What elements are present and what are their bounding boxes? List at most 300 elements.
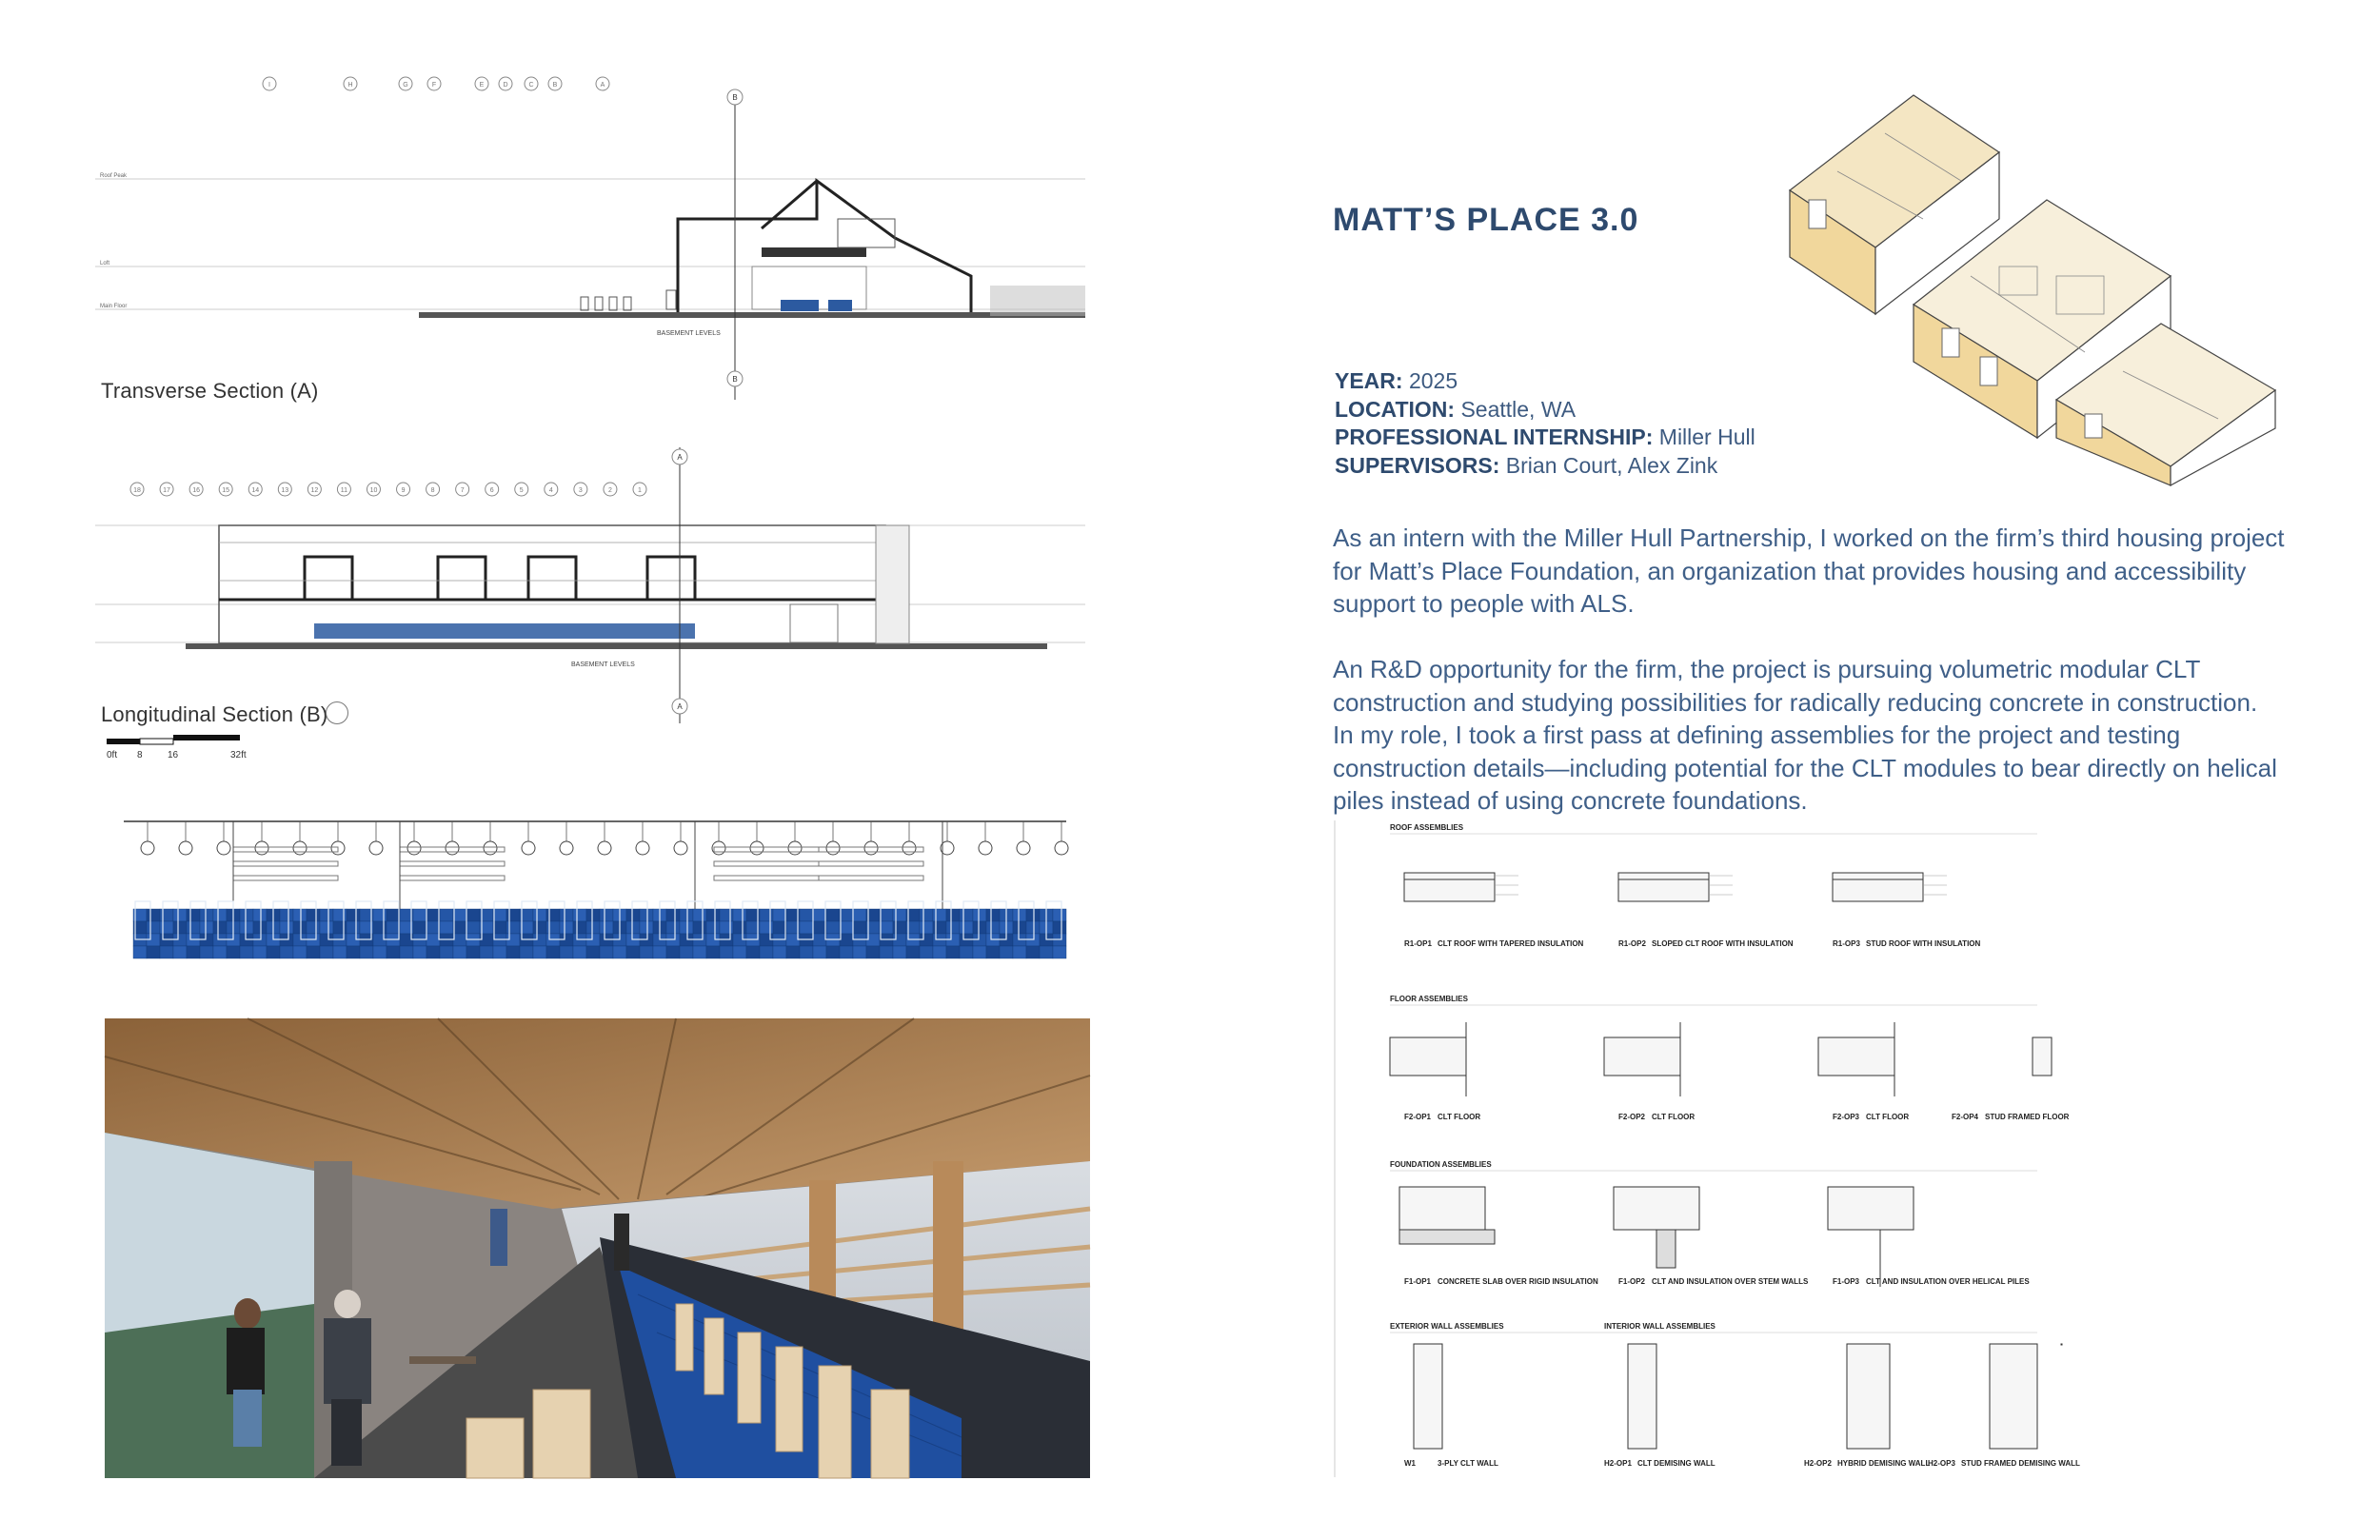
project-title: MATT’S PLACE 3.0 (1333, 202, 1639, 238)
tile (506, 909, 520, 921)
tile (440, 946, 453, 958)
tile (706, 921, 720, 934)
tile (1053, 921, 1066, 934)
tile (546, 946, 560, 958)
tile (866, 946, 880, 958)
tile (640, 909, 653, 921)
tile (453, 909, 466, 921)
section-marker-top: B (732, 93, 738, 102)
foundation-name-2: CLT AND INSULATION OVER STEM WALLS (1652, 1277, 1809, 1286)
tile (813, 909, 826, 921)
tile (840, 921, 853, 934)
tile (293, 946, 307, 958)
grid-bubble-label: 2 (607, 487, 612, 494)
tile (933, 909, 946, 921)
tile (720, 909, 733, 921)
tile (160, 921, 173, 934)
pendant-light-icon (902, 841, 916, 855)
tile (893, 909, 906, 921)
tile (293, 909, 307, 921)
grid-bubble-label: 18 (133, 487, 141, 494)
roof-code-2: R1-OP2 (1618, 939, 1646, 948)
tile (1053, 909, 1066, 921)
tile (200, 946, 213, 958)
tile (506, 921, 520, 934)
foundation-name-1: CONCRETE SLAB OVER RIGID INSULATION (1438, 1277, 1598, 1286)
tile (933, 946, 946, 958)
pendant-light-icon (1017, 841, 1030, 855)
wall-name-1: 3-PLY CLT WALL (1438, 1459, 1498, 1468)
tile (413, 909, 426, 921)
tile (440, 921, 453, 934)
tile (666, 946, 680, 958)
wall-code-3: H2-OP2 (1804, 1459, 1832, 1468)
pendant-light-icon (826, 841, 840, 855)
pendant-light-icon (446, 841, 459, 855)
north-arrow-icon (326, 701, 348, 724)
tile (733, 921, 746, 934)
tile (800, 946, 813, 958)
interior-bar-render (105, 1018, 1090, 1478)
tile (360, 946, 373, 958)
roof-heading: ROOF ASSEMBLIES (1390, 823, 1464, 832)
tile (187, 946, 200, 958)
tile (573, 921, 586, 934)
pendant-light-icon (636, 841, 649, 855)
tile (1053, 946, 1066, 958)
scale-tick-8: 8 (137, 750, 143, 760)
scale-bar (107, 735, 247, 761)
tile (946, 946, 960, 958)
tile (320, 909, 333, 921)
roof-name-1: CLT ROOF WITH TAPERED INSULATION (1438, 939, 1584, 948)
tile (853, 946, 866, 958)
tile (840, 934, 853, 946)
pendant-light-icon (407, 841, 421, 855)
tile (173, 946, 187, 958)
grid-bubble-label: B (552, 82, 558, 89)
pendant-light-icon (560, 841, 573, 855)
floor-code-4: F2-OP4 (1952, 1113, 1979, 1121)
pendant-light-icon (674, 841, 687, 855)
floor-name-4: STUD FRAMED FLOOR (1985, 1113, 2070, 1121)
grid-bubble-label: E (479, 82, 485, 89)
tile (1026, 909, 1040, 921)
tile (187, 909, 200, 921)
pendant-light-icon (141, 841, 154, 855)
grid-bubble-label: 17 (163, 487, 170, 494)
tile (960, 946, 973, 958)
tile (613, 946, 626, 958)
tile (760, 909, 773, 921)
longitudinal-section-label: Longitudinal Section (B) (101, 702, 328, 726)
floor-name-3: CLT FLOOR (1866, 1113, 1910, 1121)
pendant-light-icon (179, 841, 192, 855)
tile (626, 946, 640, 958)
wall-code-1: W1 (1404, 1459, 1416, 1468)
tile (773, 946, 786, 958)
foundation-code-2: F1-OP2 (1618, 1277, 1646, 1286)
floor-name-1: CLT FLOOR (1438, 1113, 1481, 1121)
tile (533, 909, 546, 921)
tile (387, 921, 400, 934)
floor-name-2: CLT FLOOR (1652, 1113, 1696, 1121)
tile (826, 946, 840, 958)
tile (213, 946, 227, 958)
tile (307, 921, 320, 934)
grid-bubble-label: 14 (251, 487, 260, 494)
floor-code-1: F2-OP1 (1404, 1113, 1432, 1121)
pendant-light-icon (788, 841, 802, 855)
grid-bubble-label: F (431, 82, 437, 89)
tile (240, 946, 253, 958)
tile (986, 921, 1000, 934)
wall-name-4: STUD FRAMED DEMISING WALL (1961, 1459, 2080, 1468)
foundation-name-3: CLT AND INSULATION OVER HELICAL PILES (1866, 1277, 2030, 1286)
grid-bubble-label: C (528, 82, 534, 89)
tile (1000, 946, 1013, 958)
tile (400, 946, 413, 958)
tile (880, 921, 893, 934)
tile (280, 946, 293, 958)
bar-elevation-drawing (124, 814, 1076, 966)
tile (147, 921, 160, 934)
tile (333, 921, 347, 934)
supervisors-label: SUPERVISORS: (1335, 452, 1500, 478)
tile (426, 909, 440, 921)
tile (733, 946, 746, 958)
grid-bubble-label: 9 (401, 487, 406, 494)
tile (493, 921, 506, 934)
tile (373, 946, 387, 958)
description-paragraph-2: An R&D opportunity for the firm, the project is pursuing volumetric modular CLT construction and studying possibilities for radically reducing concrete in construction. In my role, I took a first pass at defining assemblies for the project and testing construction details—including potential for the CLT modules to bear directly on helical piles instead of using concrete foundations. (1333, 655, 2277, 815)
tile (773, 921, 786, 934)
tile (826, 909, 840, 921)
tile (973, 921, 986, 934)
tile (240, 921, 253, 934)
tile (960, 909, 973, 921)
year-label: YEAR: (1335, 368, 1403, 393)
tile (213, 909, 227, 921)
tile (347, 909, 360, 921)
tile (533, 946, 546, 958)
tile (506, 946, 520, 958)
tile (920, 946, 933, 958)
tile (586, 921, 600, 934)
tile (693, 921, 706, 934)
grid-bubble-label: 13 (281, 487, 289, 494)
pendant-light-icon (522, 841, 535, 855)
tile (893, 921, 906, 934)
assemblies-detail-sheet (1333, 820, 2080, 1477)
tile (520, 946, 533, 958)
tile (853, 921, 866, 934)
tile (387, 946, 400, 958)
tile (946, 921, 960, 934)
pendant-light-icon (864, 841, 878, 855)
tile (773, 909, 786, 921)
basement-label: BASEMENT LEVELS (657, 330, 721, 337)
grid-bubble-label: 11 (340, 487, 348, 494)
wall-code-4: H2-OP3 (1928, 1459, 1955, 1468)
internship-value: Miller Hull (1658, 424, 1755, 449)
tile (253, 946, 267, 958)
tile (373, 921, 387, 934)
tile (200, 909, 213, 921)
tile (813, 946, 826, 958)
tile (440, 909, 453, 921)
tile (280, 909, 293, 921)
tile (573, 946, 586, 958)
tile (640, 921, 653, 934)
tile (586, 946, 600, 958)
tile (853, 909, 866, 921)
grid-bubble-label: D (503, 82, 508, 89)
tile (626, 921, 640, 934)
tile (333, 946, 347, 958)
tile (666, 909, 680, 921)
project-meta (1335, 367, 1755, 480)
tile (160, 946, 173, 958)
tile (600, 921, 613, 934)
pendant-light-icon (598, 841, 611, 855)
foundation-code-1: F1-OP1 (1404, 1277, 1432, 1286)
tile (347, 946, 360, 958)
tile (466, 909, 480, 921)
tile (493, 909, 506, 921)
tile (426, 946, 440, 958)
tile (1013, 909, 1026, 921)
tile (307, 909, 320, 921)
transverse-section-label: Transverse Section (A) (101, 379, 319, 403)
tile (147, 909, 160, 921)
tile (706, 909, 720, 921)
meta-location (1335, 396, 1755, 424)
long-marker-top: A (677, 453, 683, 462)
tile (347, 921, 360, 934)
tile (640, 946, 653, 958)
tile (920, 921, 933, 934)
meta-internship (1335, 424, 1755, 452)
grid-bubble-label: 6 (489, 487, 494, 494)
supervisors-value: Brian Court, Alex Zink (1505, 452, 1718, 478)
scale-tick-0: 0ft (107, 750, 118, 760)
foundation-heading: FOUNDATION ASSEMBLIES (1390, 1160, 1492, 1169)
tile (200, 921, 213, 934)
tile (973, 946, 986, 958)
tile (800, 909, 813, 921)
tile (387, 909, 400, 921)
meta-year (1335, 367, 1755, 396)
tile (187, 921, 200, 934)
year-value: 2025 (1408, 368, 1458, 393)
tile (960, 921, 973, 934)
grid-bubble-label: H (347, 82, 353, 89)
tile (253, 921, 267, 934)
grid-bubble-label: I (268, 82, 270, 89)
tile (600, 909, 613, 921)
tile (267, 946, 280, 958)
floor-code-2: F2-OP2 (1618, 1113, 1646, 1121)
roof-code-1: R1-OP1 (1404, 939, 1432, 948)
tile (760, 921, 773, 934)
tile (840, 946, 853, 958)
transverse-section-drawing (95, 76, 1095, 400)
tile (493, 946, 506, 958)
level-roof-peak: Roof Peak (100, 173, 128, 179)
wall-code-2: H2-OP1 (1604, 1459, 1632, 1468)
tile (320, 921, 333, 934)
tile (933, 921, 946, 934)
tile (533, 921, 546, 934)
tile (720, 921, 733, 934)
internship-label: PROFESSIONAL INTERNSHIP: (1335, 424, 1654, 449)
tile (227, 946, 240, 958)
tile (760, 946, 773, 958)
tile (680, 909, 693, 921)
tile (560, 909, 573, 921)
tile (213, 921, 227, 934)
roof-code-3: R1-OP3 (1833, 939, 1860, 948)
tile (466, 921, 480, 934)
pendant-light-icon (369, 841, 383, 855)
tile (253, 909, 267, 921)
tile (160, 909, 173, 921)
tile (413, 921, 426, 934)
tile (653, 946, 666, 958)
floor-code-3: F2-OP3 (1833, 1113, 1860, 1121)
tile (1026, 921, 1040, 934)
grid-bubble-label: 16 (192, 487, 201, 494)
wall-name-2: CLT DEMISING WALL (1637, 1459, 1716, 1468)
tile (453, 921, 466, 934)
exterior-wall-heading: EXTERIOR WALL ASSEMBLIES (1390, 1322, 1504, 1331)
roof-name-2: SLOPED CLT ROOF WITH INSULATION (1652, 939, 1794, 948)
tile (373, 909, 387, 921)
tile (626, 909, 640, 921)
tile (1013, 921, 1026, 934)
grid-bubble-label: 10 (369, 487, 378, 494)
grid-bubble-label: G (403, 82, 408, 89)
tile (546, 921, 560, 934)
grid-bubble-label: 12 (310, 487, 319, 494)
tile (320, 946, 333, 958)
tile (147, 946, 160, 958)
section-marker-bottom: B (732, 375, 738, 384)
tile (173, 909, 187, 921)
tile (946, 909, 960, 921)
grid-bubble-label: 8 (430, 487, 435, 494)
pendant-light-icon (217, 841, 230, 855)
long-basement-label: BASEMENT LEVELS (571, 661, 635, 668)
tile (800, 921, 813, 934)
tile (453, 934, 466, 946)
location-value: Seattle, WA (1460, 396, 1577, 422)
grid-bubble-label: 3 (578, 487, 583, 494)
location-label: LOCATION: (1335, 396, 1456, 422)
grid-bubble-label: A (600, 82, 605, 89)
pendant-light-icon (293, 841, 307, 855)
tile (1026, 946, 1040, 958)
foundation-code-3: F1-OP3 (1833, 1277, 1860, 1286)
tile (307, 946, 320, 958)
pendant-light-icon (255, 841, 268, 855)
tile (293, 921, 307, 934)
pendant-light-icon (979, 841, 992, 855)
tile (680, 921, 693, 934)
scale-tick-16: 16 (168, 750, 179, 760)
long-marker-bottom: A (677, 702, 683, 711)
tile (693, 909, 706, 921)
grid-bubble-label: 7 (460, 487, 465, 494)
tile (1040, 946, 1053, 958)
grid-bubble-label: 15 (222, 487, 230, 494)
floor-heading: FLOOR ASSEMBLIES (1390, 995, 1468, 1003)
tile (746, 946, 760, 958)
tile (600, 946, 613, 958)
tile (986, 946, 1000, 958)
tile (133, 946, 147, 958)
pendant-light-icon (484, 841, 497, 855)
tile (586, 909, 600, 921)
modular-axonometric-drawing (1771, 86, 2304, 485)
tile (880, 946, 893, 958)
tile (693, 946, 706, 958)
tile (680, 946, 693, 958)
wall-name-3: HYBRID DEMISING WALL (1837, 1459, 1931, 1468)
description-paragraph-1: As an intern with the Miller Hull Partnership, I worked on the firm’s third housing project for Matt’s Place Foundation, an organization that provides housing and accessibility support to people with ALS. (1333, 523, 2285, 618)
level-loft: Loft (100, 261, 110, 267)
level-main-floor: Main Floor (100, 304, 128, 309)
grid-bubble-label: 4 (548, 487, 553, 494)
tile (880, 909, 893, 921)
tile (840, 909, 853, 921)
tile (453, 946, 466, 958)
pendant-light-icon (750, 841, 764, 855)
tile (573, 909, 586, 921)
tile (480, 946, 493, 958)
grid-bubble-label: 1 (638, 487, 642, 494)
tile (733, 909, 746, 921)
grid-bubble-label: 5 (519, 487, 524, 494)
tile (240, 909, 253, 921)
tile (413, 946, 426, 958)
roof-name-3: STUD ROOF WITH INSULATION (1866, 939, 1981, 948)
tile (826, 921, 840, 934)
tile (893, 946, 906, 958)
tile (666, 921, 680, 934)
tile (720, 946, 733, 958)
tile (280, 921, 293, 934)
tile (920, 909, 933, 921)
tile (813, 934, 826, 946)
tile (426, 934, 440, 946)
tile (333, 909, 347, 921)
scale-tick-32: 32ft (230, 750, 247, 760)
tile (906, 946, 920, 958)
tile (426, 921, 440, 934)
tile (813, 921, 826, 934)
tile (173, 921, 187, 934)
tile (466, 946, 480, 958)
tile (973, 909, 986, 921)
tile (1013, 946, 1026, 958)
pendant-light-icon (1055, 841, 1068, 855)
tile (560, 921, 573, 934)
tile (986, 909, 1000, 921)
tile (786, 946, 800, 958)
longitudinal-section-drawing (95, 447, 1095, 723)
